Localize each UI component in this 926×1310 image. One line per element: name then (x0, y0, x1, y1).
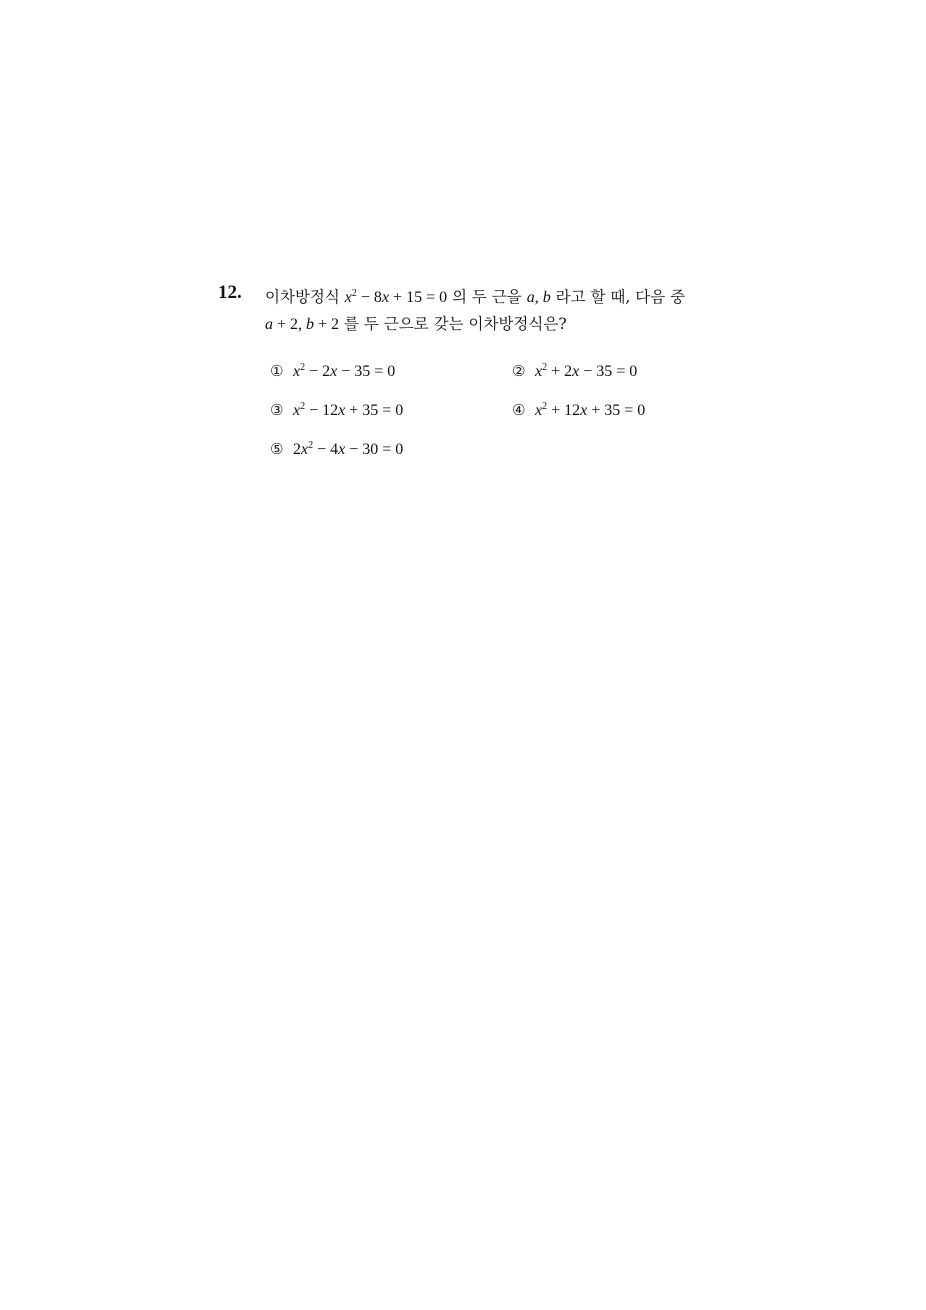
question-line-2 (265, 311, 705, 338)
var-x: x (381, 289, 390, 306)
choice-number: ③ (270, 401, 284, 419)
choice-expression: $x^2 + 12x + 35 = 0$ (535, 401, 646, 419)
var-b: b (542, 289, 551, 306)
var-a: a (526, 289, 535, 306)
choice-number: ⑤ (270, 440, 284, 458)
choice-expression: $x^2 - 2x - 35 = 0$ (293, 362, 396, 380)
question-prefix: 이차방정식 (265, 288, 345, 306)
question-line2-suffix: 를 두 근으로 갖는 이차방정식은? (339, 315, 567, 333)
equation-tail: + 15 = 0 (389, 289, 448, 306)
question-number: 12. (218, 282, 242, 303)
choice-2[interactable] (512, 361, 637, 381)
equation (345, 289, 447, 306)
root-term: + 2, (273, 316, 307, 333)
choice-expression: $x^2 + 2x - 35 = 0$ (535, 362, 638, 380)
choice-expression: $x^2 - 12x + 35 = 0$ (293, 401, 404, 419)
root-term: + 2 (314, 316, 340, 333)
comma: , (534, 289, 543, 306)
choice-1[interactable] (270, 361, 395, 381)
choice-number: ② (512, 362, 526, 380)
choice-number: ① (270, 362, 284, 380)
var-x: x (344, 289, 352, 306)
var-b: b (306, 316, 315, 333)
question-line-1 (265, 284, 705, 311)
choice-5[interactable] (270, 439, 403, 459)
choice-4[interactable] (512, 400, 645, 420)
equation-term: − 8 (356, 289, 382, 306)
choice-expression: $2x^2 - 4x - 30 = 0$ (293, 440, 404, 458)
question-suffix: 라고 할 때, 다음 중 (550, 288, 686, 306)
exponent: 2 (351, 288, 357, 299)
choice-number: ④ (512, 401, 526, 419)
roots (527, 289, 551, 306)
var-a: a (265, 316, 273, 333)
question-text (265, 284, 705, 338)
question-mid: 의 두 근을 (447, 288, 527, 306)
choice-3[interactable] (270, 400, 403, 420)
new-roots (265, 316, 339, 333)
